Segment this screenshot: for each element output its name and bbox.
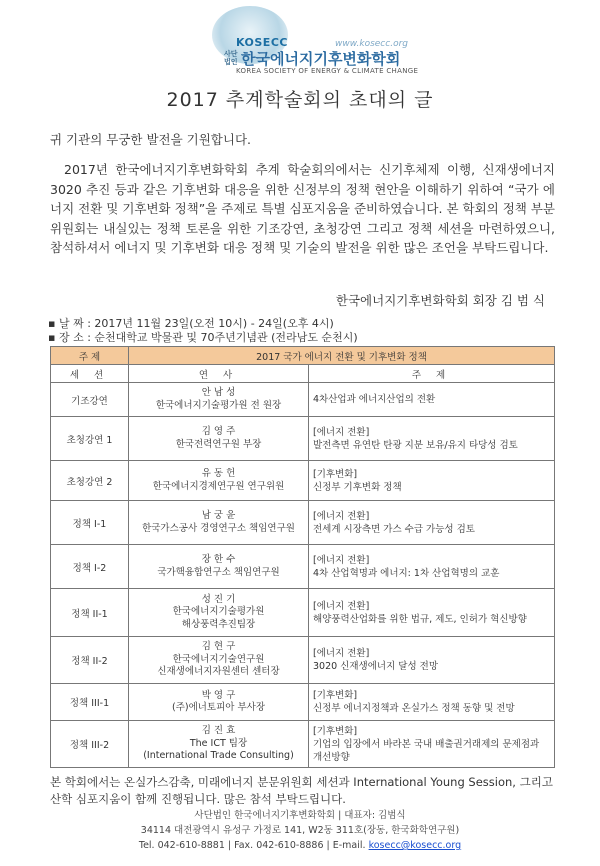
schedule-date: ▪ 날 짜 : 2017년 11월 23일(오전 10시) - 24일(오후 4시)	[48, 317, 334, 330]
invitation-body: 2017년 한국에너지기후변화학회 추계 학술회의에서는 신기후체제 이행, 신재생에너지 3020 추진 등과 같은 기후변화 대응을 위한 신정부의 정책 현안을 이해하기 위하여 “국가 에너지 전환 및 기후변화 정책”을 주제로 특별 심포지움을 준비하였습니다. 본 학회의 정책 부분위원회는 내실있는 정책 토론을 위한 기조강연, 초청강연 그리고 정책 세션을 마련하였으니, 참석하셔서 에너지 및 기후변화 대응 정책 및 기술의 발전을 위한 많은 조언을 부탁드립니다.	[50, 162, 555, 255]
session-cell: 정책 II-1	[51, 589, 129, 637]
topic-cell: [에너지 전환] 발전측면 유연탄 탄광 지분 보유/유지 타당성 검토	[309, 417, 555, 461]
speaker-cell	[129, 637, 309, 684]
table-row	[51, 383, 555, 417]
table-row	[51, 589, 555, 637]
topic-cell: [기후변화] 기업의 입장에서 바라본 국내 배출권거래제의 문제점과 개선방향	[309, 721, 555, 768]
session-cell: 초청강연 1	[51, 417, 129, 461]
footer-org: 사단법인 한국에너지기후변화학회 | 대표자: 김범식	[194, 810, 406, 821]
speaker-cell	[129, 721, 309, 768]
program-table	[50, 346, 555, 768]
speaker-cell	[129, 589, 309, 637]
program-rows	[51, 383, 555, 768]
theme-label: 주 제	[51, 347, 129, 365]
schedule-info	[48, 317, 358, 345]
session-cell: 정책 III-2	[51, 721, 129, 768]
column-header-session: 세 션	[51, 365, 129, 383]
table-row	[51, 721, 555, 768]
session-cell: 정책 III-1	[51, 684, 129, 721]
footer-address: 34114 대전광역시 유성구 가정로 141, W2동 311호(장동, 한국화학연구원)	[140, 825, 460, 836]
table-row	[51, 417, 555, 461]
table-row	[51, 637, 555, 684]
speaker-name: 성 진 기	[201, 593, 236, 605]
table-row	[51, 501, 555, 545]
greeting: 귀 기관의 무궁한 발전을 기원합니다.	[50, 132, 251, 147]
website-url[interactable]: www.kosecc.org	[335, 39, 408, 49]
speaker-affiliation: The ICT 팀장 (International Trade Consulting)	[143, 737, 294, 762]
speaker-affiliation: 한국가스공사 경영연구소 책임연구원	[142, 522, 295, 534]
speaker-name: 김 진 효	[201, 725, 236, 737]
speaker-affiliation: 한국에너지기술평가원 전 원장	[155, 399, 282, 411]
schedule-place: ▪ 장 소 : 순천대학교 박물관 및 70주년기념관 (전라남도 순천시)	[48, 331, 358, 344]
speaker-affiliation: 한국에너지기술평가원 해상풍력추진팀장	[172, 606, 265, 630]
signature: 한국에너지기후변화학회 회장 김 범 식	[335, 293, 545, 308]
table-row	[51, 545, 555, 589]
session-cell: 정책 I-1	[51, 501, 129, 545]
speaker-name: 김 현 구	[201, 641, 236, 653]
speaker-affiliation: 한국에너지기술연구원 신재생에너지자원센터 센터장	[157, 653, 280, 678]
footer-phone-fax: Tel. 042-610-8881 | Fax. 042-610-8886 | E-mail.	[138, 840, 369, 851]
topic-cell: [에너지 전환] 전세계 시장측면 가스 수급 가능성 검토	[309, 501, 555, 545]
column-header-topic: 주 제	[309, 365, 555, 383]
topic-cell: [에너지 전환] 해양풍력산업화를 위한 법규, 제도, 인허가 혁신방향	[309, 589, 555, 637]
org-type: 사단법인	[224, 50, 238, 66]
speaker-affiliation: (주)에너토피아 부사장	[171, 702, 266, 713]
speaker-cell	[129, 461, 309, 501]
closing-text: 본 학회에서는 온실가스감축, 미래에너지 분문위원회 세션과 International Young Session, 그리고 산학 심포지움이 함께 진행됩니다. 많은 참석 부탁드립니다.	[50, 775, 553, 806]
topic-cell: [기후변화] 신정부 에너지정책과 온실가스 정책 동향 및 전망	[309, 684, 555, 721]
session-cell: 기조강연	[51, 383, 129, 417]
page-title: 2017 추계학술회의 초대의 글	[166, 89, 434, 111]
topic-cell: 4차산업과 에너지산업의 전환	[309, 383, 555, 417]
footer-email-link[interactable]: kosecc@kosecc.org	[368, 840, 462, 851]
speaker-cell	[129, 417, 309, 461]
speaker-cell	[129, 684, 309, 721]
theme-value: 2017 국가 에너지 전환 및 기후변화 정책	[129, 347, 555, 365]
session-cell: 초청강연 2	[51, 461, 129, 501]
topic-cell: [에너지 전환] 4차 산업혁명과 에너지: 1차 산업혁명의 교훈	[309, 545, 555, 589]
speaker-cell	[129, 545, 309, 589]
speaker-name: 유 동 헌	[201, 468, 236, 479]
speaker-affiliation: 한국에너지경제연구원 연구위원	[152, 480, 285, 492]
org-name: 한국에너지기후변화학회	[241, 50, 401, 68]
footer	[0, 808, 600, 853]
table-row	[51, 684, 555, 721]
speaker-affiliation: 국가핵융합연구소 책임연구원	[157, 566, 280, 578]
speaker-name: 안 남 성	[201, 387, 236, 398]
column-header-speaker: 연 사	[129, 365, 309, 383]
org-name-english: KOREA SOCIETY OF ENERGY & CLIMATE CHANGE	[236, 67, 419, 75]
footer-contact	[0, 838, 600, 853]
session-cell: 정책 I-2	[51, 545, 129, 589]
column-header-row	[51, 365, 555, 383]
logo-abbreviation: KOSECC	[236, 36, 288, 49]
topic-cell: [에너지 전환] 3020 신재생에너지 달성 전망	[309, 637, 555, 684]
speaker-name: 김 영 주	[201, 426, 236, 437]
speaker-affiliation: 한국전력연구원 부장	[175, 438, 262, 450]
speaker-cell	[129, 501, 309, 545]
topic-cell: [기후변화] 신정부 기후변화 정책	[309, 461, 555, 501]
letterhead	[0, 0, 600, 80]
table-row	[51, 461, 555, 501]
session-cell: 정책 II-2	[51, 637, 129, 684]
speaker-name: 남 궁 윤	[201, 510, 236, 521]
speaker-name: 박 영 구	[201, 689, 236, 701]
speaker-cell	[129, 383, 309, 417]
theme-row	[51, 347, 555, 365]
speaker-name: 장 한 수	[201, 554, 236, 565]
